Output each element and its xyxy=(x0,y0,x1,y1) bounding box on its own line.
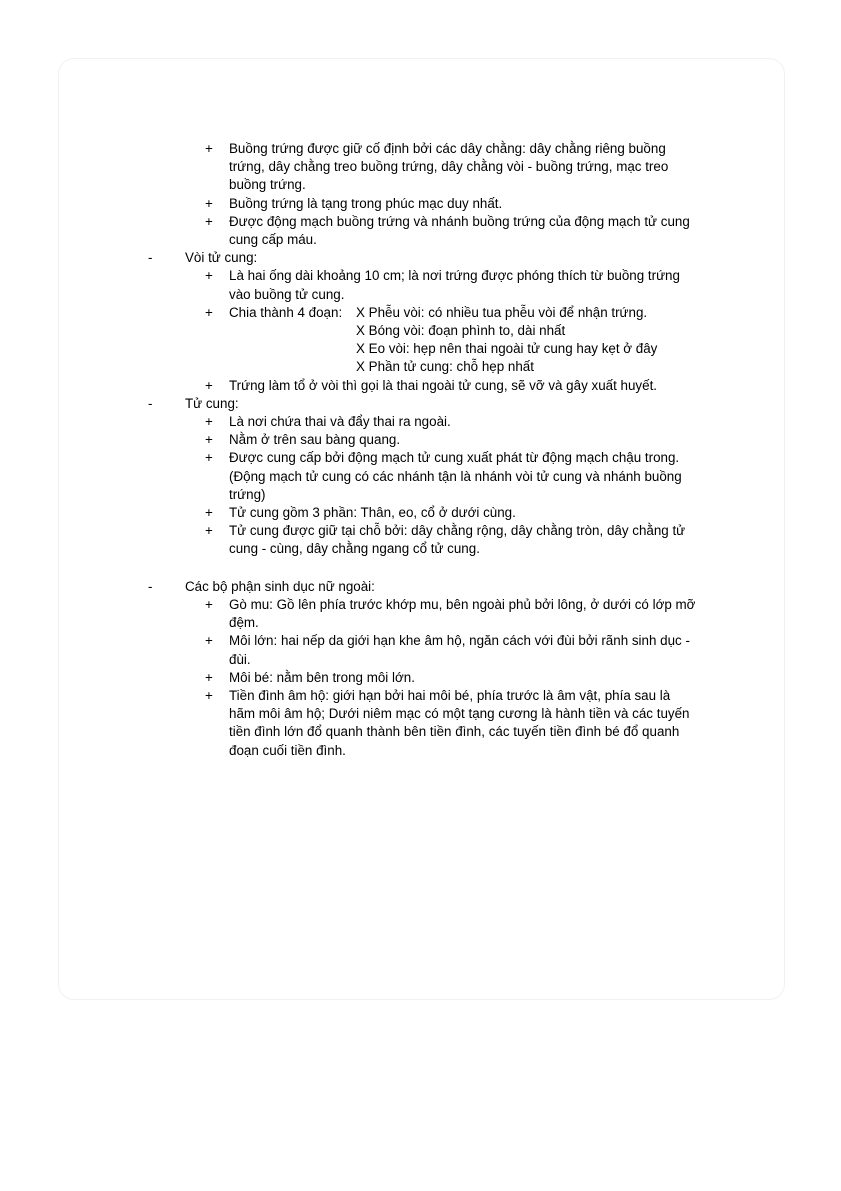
uterus-point xyxy=(0,504,699,522)
external-point-text: Môi bé: nằm bên trong môi lớn. xyxy=(229,669,415,685)
plus-marker: + xyxy=(205,633,213,649)
uterus-point xyxy=(0,413,699,431)
plus-marker: + xyxy=(205,195,213,211)
paragraph-gap xyxy=(0,559,841,578)
ovary-point-blood-supply xyxy=(0,213,699,249)
external-point xyxy=(0,596,699,632)
plus-marker: + xyxy=(205,687,213,703)
section-heading-text: Tử cung: xyxy=(185,395,239,411)
plus-marker: + xyxy=(205,505,213,521)
ovary-point-text: Buồng trứng được giữ cố định bởi các dây chằng: dây chằng riêng buồng trứng, dây chằng treo buồng trứng, dây chằng vòi - buồng trứng, mạc treo buồng trứng. xyxy=(229,141,669,193)
section-heading-text: Vòi tử cung: xyxy=(185,250,258,266)
section-heading-text: Các bộ phận sinh dục nữ ngoài: xyxy=(185,578,375,594)
uterus-point-text: Tử cung gồm 3 phần: Thân, eo, cổ ở dưới cùng. xyxy=(229,505,516,521)
document-body xyxy=(0,140,841,760)
plus-marker: + xyxy=(205,523,213,539)
uterus-point xyxy=(0,522,699,558)
plus-marker: + xyxy=(205,141,213,156)
ovary-point-text: Được động mạch buồng trứng và nhánh buồng trứng của động mạch tử cung cung cấp máu. xyxy=(229,213,690,248)
ovary-point-ligaments xyxy=(0,140,699,195)
uterus-point-text: Được cung cấp bởi động mạch tử cung xuất phát từ động mạch chậu trong. (Động mạch tử cung có các nhánh tận là nhánh vòi tử cung và nhánh buồng trứng) xyxy=(229,450,682,502)
tube-point-ectopic xyxy=(0,377,699,395)
ovary-point-text: Buồng trứng là tạng trong phúc mạc duy nhất. xyxy=(229,195,503,211)
external-point xyxy=(0,632,699,668)
external-point-text: Tiền đình âm hộ: giới hạn bởi hai môi bé, phía trước là âm vật, phía sau là hãm môi âm hộ; Dưới niêm mạc có một tạng cương là hành tiền và các tuyến tiền đình lớn đổ quanh thành bên tiền đình, các tuyến tiền đình bé đổ quanh đoạn cuối tiền đình. xyxy=(229,687,690,758)
external-point xyxy=(0,669,699,687)
plus-marker: + xyxy=(205,414,213,430)
section-heading-uterus xyxy=(0,395,841,413)
tube-point-text: Trứng làm tổ ở vòi thì gọi là thai ngoài tử cung, sẽ vỡ và gây xuất huyết. xyxy=(229,377,658,393)
dash-marker: - xyxy=(148,250,153,266)
plus-marker: + xyxy=(205,669,213,685)
uterus-point-text: Tử cung được giữ tại chỗ bởi: dây chằng rộng, dây chằng tròn, dây chằng tử cung - cùng, dây chằng ngang cổ tử cung. xyxy=(229,523,686,557)
uterus-point xyxy=(0,449,699,504)
tube-point-description xyxy=(0,267,699,303)
plus-marker: + xyxy=(205,596,213,612)
uterus-point-text: Nằm ở trên sau bàng quang. xyxy=(229,432,401,448)
tube-divide-label: Chia thành 4 đoạn: xyxy=(229,304,343,320)
dash-marker: - xyxy=(148,395,153,411)
section-heading-external xyxy=(0,578,841,596)
section-heading-tube xyxy=(0,249,841,267)
uterus-point xyxy=(0,431,699,449)
uterus-point-text: Là nơi chứa thai và đẩy thai ra ngoài. xyxy=(229,414,451,430)
plus-marker: + xyxy=(205,213,213,229)
ovary-point-peritoneal xyxy=(0,195,699,213)
tube-segment: X Eo vòi: hẹp nên thai ngoài tử cung hay kẹt ở đây xyxy=(356,341,658,357)
tube-segment: X Bóng vòi: đoạn phình to, dài nhất xyxy=(356,323,566,339)
plus-marker: + xyxy=(205,304,213,320)
dash-marker: - xyxy=(148,578,153,594)
tube-segment: X Phễu vòi: có nhiều tua phễu vòi để nhận trứng. xyxy=(356,304,648,320)
tube-segment: X Phần tử cung: chỗ hẹp nhất xyxy=(356,359,534,375)
tube-point-text: Là hai ống dài khoảng 10 cm; là nơi trứng được phóng thích từ buồng trứng vào buồng tử cung. xyxy=(229,268,680,302)
plus-marker: + xyxy=(205,450,213,466)
plus-marker: + xyxy=(205,268,213,284)
external-point-text: Gò mu: Gồ lên phía trước khớp mu, bên ngoài phủ bởi lông, ở dưới có lớp mỡ đệm. xyxy=(229,596,696,631)
plus-marker: + xyxy=(205,377,213,393)
plus-marker: + xyxy=(205,432,213,448)
external-point xyxy=(0,687,699,760)
external-point-text: Môi lớn: hai nếp da giới hạn khe âm hộ, ngăn cách với đùi bởi rãnh sinh dục - đùi. xyxy=(229,633,690,667)
tube-point-segments xyxy=(0,304,699,322)
